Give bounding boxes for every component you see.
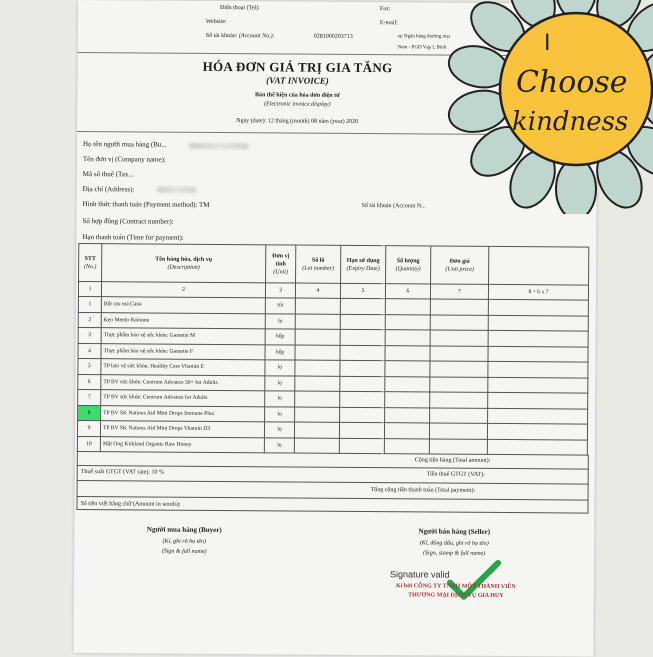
cell-desc: Bột rau má Cana: [101, 297, 265, 314]
cell-empty: [294, 422, 339, 438]
cell-desc: Thực phẩm bảo vệ sức khỏe: Gamette F: [101, 343, 265, 360]
cell-empty: [340, 298, 385, 314]
cell-desc: TP BV SK Natures Aid Mini Drops Vitamin D3: [100, 421, 264, 438]
cell-empty: [488, 330, 588, 346]
cell-empty: [430, 299, 488, 315]
cell-empty: [295, 329, 340, 345]
cell-empty: [385, 376, 430, 392]
amount-in-words-label: Số tiền viết bằng chữ (Amount in words):: [80, 501, 181, 508]
cell-desc: TP BV sức khỏe: Centrum Advance for Adults: [101, 390, 265, 407]
cell-empty: [340, 345, 385, 361]
cell-unit: hộp: [265, 329, 295, 345]
column-number: 2: [101, 282, 265, 298]
redacted-text: [189, 143, 249, 149]
cell-unit: lọ: [265, 375, 295, 391]
column-number: 4: [295, 283, 340, 298]
cell-empty: [487, 423, 587, 439]
cell-no: 7: [78, 390, 101, 406]
cell-desc: TP bảo vệ sức khỏe: Healthy Care Vitamin E: [101, 359, 265, 376]
column-header: Tên hàng hóa, dịch vụ (Description): [102, 244, 266, 283]
cell-empty: [295, 298, 340, 314]
sticker-text: Choose: [516, 65, 628, 100]
signature-valid-label: Signature valid: [389, 569, 450, 580]
cell-no: 8: [78, 405, 101, 421]
cell-empty: [295, 345, 340, 361]
cell-empty: [384, 438, 429, 454]
cell-empty: [488, 315, 588, 331]
cell-empty: [488, 377, 588, 393]
cell-empty: [340, 329, 385, 345]
phone-label: Điện thoại (Tel):: [219, 4, 260, 12]
flower-sticker-icon: [424, 0, 653, 214]
column-header: Hạn sử dụng (Expiry Date): [341, 245, 386, 283]
cell-unit: lọ: [264, 437, 294, 453]
cell-desc: TP BV SK Natures Aid Mini Drops Immune Plus: [101, 405, 265, 422]
cell-empty: [385, 345, 430, 361]
cell-no: 1: [78, 297, 101, 313]
column-header: Đơn vị tính (Unit): [266, 245, 296, 283]
cell-empty: [295, 407, 340, 423]
buyer-name-label: Họ tên người mua hàng (Bu...: [82, 140, 167, 149]
cell-empty: [340, 391, 385, 407]
buyer-signature-note: (Kí, ghi rõ họ tên): [162, 538, 206, 545]
cell-empty: [295, 314, 340, 330]
cell-empty: [385, 330, 430, 346]
digital-signature-text: Kí bởi CÔNG TY TNHH MỘT THÀNH VIÊN THƯƠNG MẠI DỊCH VỤ GIA HUY: [396, 583, 516, 599]
cell-empty: [430, 330, 488, 346]
cell-empty: [430, 345, 488, 361]
cell-no: 2: [78, 312, 101, 328]
cell-empty: [295, 376, 340, 392]
subtotal-label: Cộng tiền hàng (Total amount):: [414, 457, 491, 464]
cell-empty: [384, 423, 429, 439]
invoice-title: HÓA ĐƠN GIÁ TRỊ GIA TĂNG: [202, 58, 393, 76]
cell-empty: [487, 439, 587, 455]
payment-due-label: Hạn thanh toán (Time for payment):: [82, 233, 184, 242]
cell-empty: [385, 314, 430, 330]
invoice-table: [77, 243, 589, 456]
cell-no: 9: [77, 421, 100, 437]
cell-empty: [340, 314, 385, 330]
column-header: Số lô (Lot number): [296, 245, 341, 283]
column-number: 3: [265, 283, 295, 298]
cell-desc: Thực phẩm bảo vệ sức khỏe: Gamette M: [101, 328, 265, 345]
cell-unit: túi: [265, 298, 295, 314]
cell-empty: [385, 299, 430, 315]
cell-no: 6: [78, 374, 101, 390]
cell-no: 3: [78, 328, 101, 344]
cell-desc: Kẹo Mento Rainone: [101, 312, 265, 329]
cell-empty: [430, 314, 488, 330]
invoice-date: Ngày (date): 12 tháng (month) 08 năm (year) 2020: [236, 118, 359, 125]
seller-signature-note-en: (Sign, stamp & full name): [423, 550, 486, 557]
column-number: 6: [385, 284, 430, 299]
sticker-petal: [556, 159, 596, 214]
cell-empty: [488, 392, 588, 408]
cell-unit: lọ: [265, 391, 295, 407]
column-number: 7: [430, 284, 488, 299]
bank-text-1: tại Ngân hàng thương mại: [397, 34, 451, 40]
cell-empty: [430, 361, 488, 377]
column-header: Đơn giá (Unit price): [431, 246, 489, 284]
cell-empty: [488, 361, 588, 377]
column-number: 1: [78, 282, 101, 297]
cell-empty: [430, 392, 488, 408]
cell-no: 4: [78, 343, 101, 359]
cell-empty: [385, 407, 430, 423]
cell-empty: [340, 360, 385, 376]
cell-empty: [488, 408, 588, 424]
cell-empty: [385, 361, 430, 377]
cell-no: 5: [78, 359, 101, 375]
contract-number-label: Số hợp đồng (Contract number):: [82, 217, 174, 226]
cell-empty: [488, 299, 588, 315]
column-header: [489, 246, 589, 285]
cell-unit: lọ: [265, 313, 295, 329]
invoice-title-en: (VAT INVOICE): [266, 75, 329, 86]
company-label: Tên đơn vị (Company name):: [82, 155, 166, 164]
cell-empty: [430, 376, 488, 392]
cell-empty: [429, 423, 487, 439]
cell-desc: Mật Ong Kirkland Organic Raw Honey: [100, 436, 264, 453]
cell-unit: hộp: [265, 344, 295, 360]
column-number: 5: [340, 283, 385, 298]
redacted-text: [157, 187, 197, 193]
column-header: Số lượng (Quantity): [386, 246, 431, 284]
table-header-row: [79, 244, 589, 286]
fax-label: Fax:: [379, 6, 391, 13]
buyer-signature-note-en: (Sign & full name): [161, 548, 207, 555]
sticker-text: kindness: [512, 107, 629, 137]
cell-unit: lọ: [264, 422, 294, 438]
payment-method-label: Hình thức thanh toán (Payment method): TM: [82, 200, 210, 209]
vat-rate-label: Thuế suất GTGT (VAT rate): 10 %: [80, 469, 165, 476]
cell-empty: [295, 391, 340, 407]
seller-signature-note: (Kí, đóng dấu, ghi rõ họ tên): [419, 540, 489, 547]
tax-code-label: Mã số thuế (Tax...: [82, 170, 134, 179]
display-note: Bản thể hiện của hóa đơn điện tử: [254, 92, 340, 99]
bank-text-2: Nam - PGD Vạp I, Bình: [397, 45, 447, 51]
cell-empty: [385, 392, 430, 408]
bank-account-label: Số tài khoản (Account N...: [361, 202, 426, 210]
cell-unit: lọ: [265, 406, 295, 422]
cell-desc: TP BV sức khỏe: Centrum Advance 50+ for Adults: [101, 374, 265, 391]
cell-empty: [488, 346, 588, 362]
seller-signature-title: Người bán hàng (Seller): [418, 527, 491, 536]
address-label: Địa chỉ (Address):: [82, 185, 135, 194]
buyer-signature-title: Người mua hàng (Buyer): [146, 525, 222, 535]
cell-empty: [294, 438, 339, 454]
display-note-en: (Electronic invoice display): [264, 101, 331, 108]
account-number: 0281000203713: [313, 33, 353, 40]
cell-empty: [339, 422, 384, 438]
cell-no: 10: [77, 436, 100, 452]
website-label: Website:: [205, 18, 227, 26]
cell-empty: [340, 407, 385, 423]
cell-empty: [429, 438, 487, 454]
column-number: 8 = 6 x 7: [488, 284, 588, 300]
sticker-text: I: [544, 31, 551, 56]
cell-empty: [430, 407, 488, 423]
cell-empty: [340, 376, 385, 392]
cell-empty: [339, 438, 384, 454]
column-header: STT (No.): [79, 244, 102, 282]
cell-unit: lọ: [265, 360, 295, 376]
cell-empty: [295, 360, 340, 376]
account-label: Số tài khoản: (Account No.):: [205, 32, 275, 40]
email-label: E-mail:: [379, 20, 398, 27]
total-payment-label: Tổng cộng tiền thanh toán (Total payment):: [370, 487, 476, 494]
vat-amount-label: Tiền thuế GTGT (VAT):: [426, 471, 485, 478]
